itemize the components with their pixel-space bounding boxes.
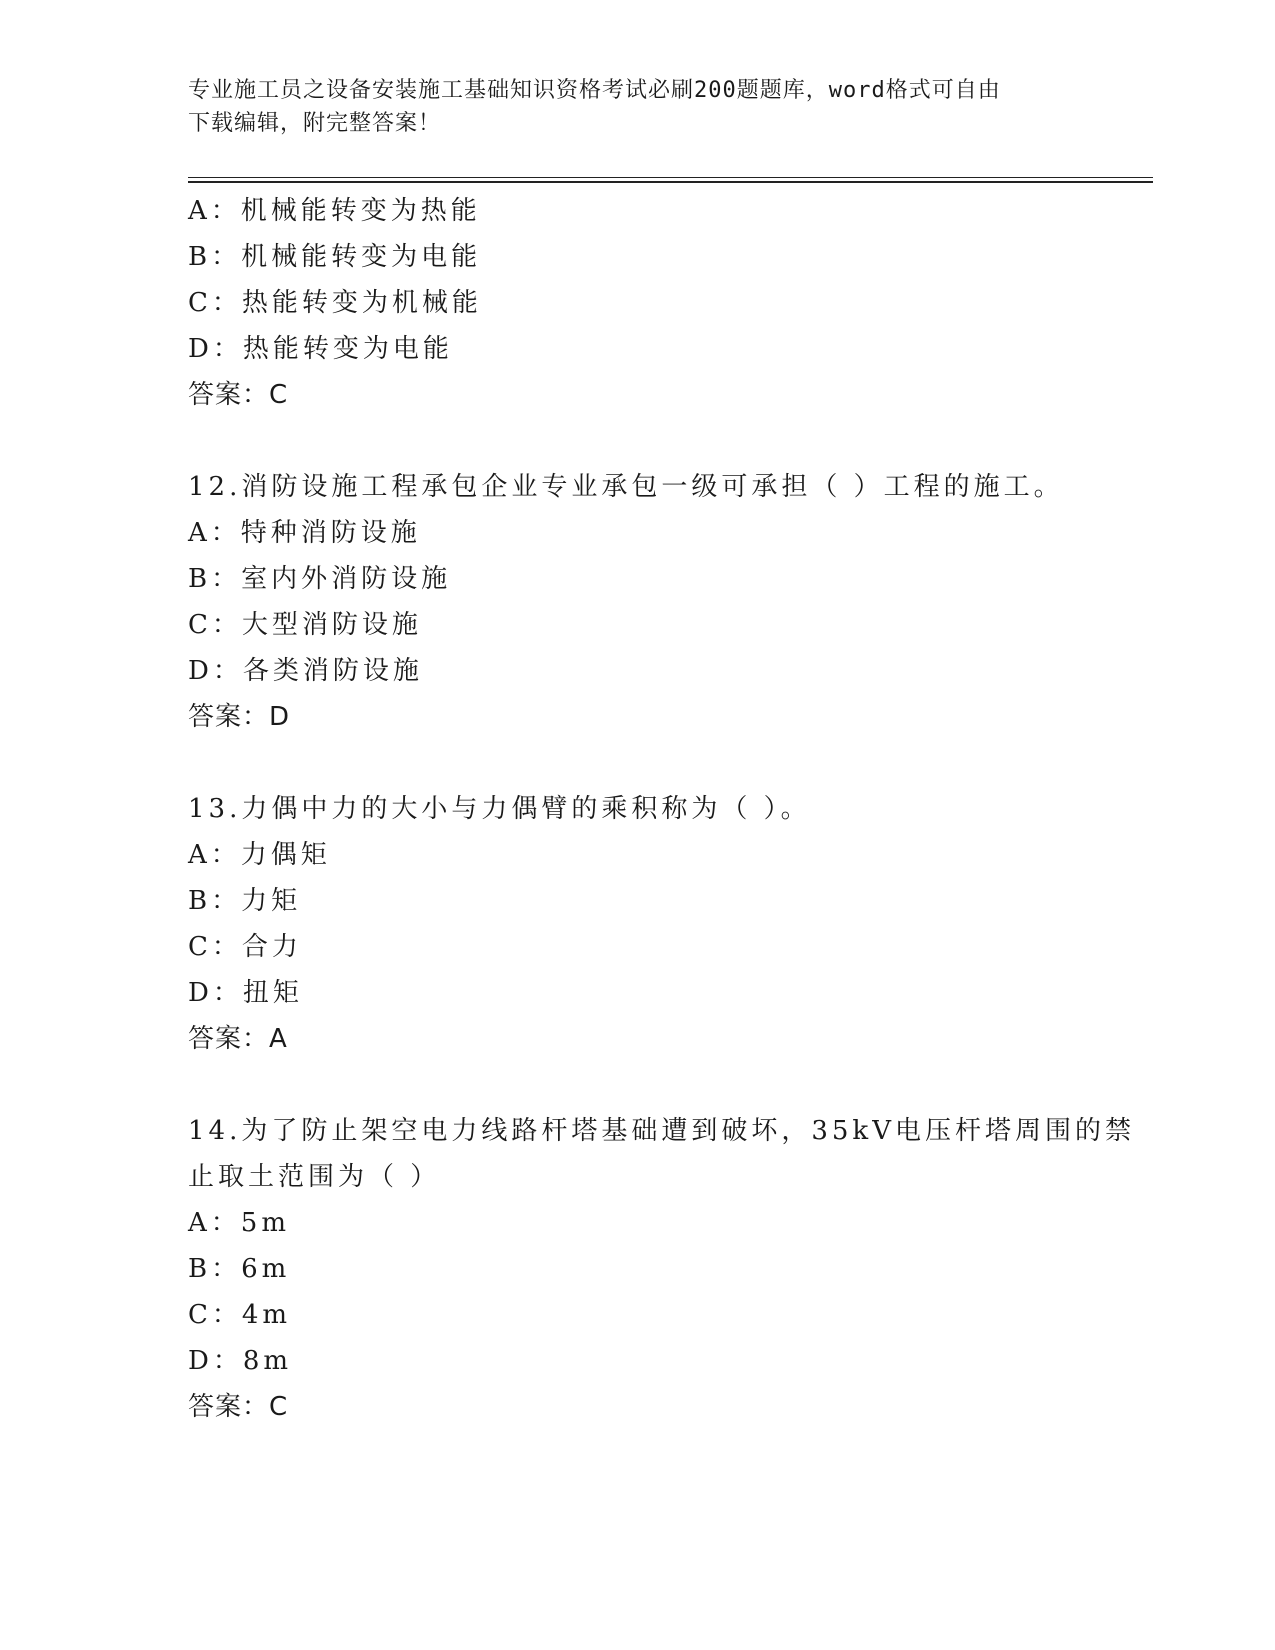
option-c: C：4m (188, 1300, 292, 1330)
option-d: D：扭矩 (188, 978, 303, 1008)
option-c: C：大型消防设施 (188, 610, 422, 640)
option-b: B：6m (188, 1254, 291, 1284)
option-c: C：热能转变为机械能 (188, 288, 482, 318)
header-line-2: 下载编辑，附完整答案！ (188, 111, 442, 136)
question-text-line-1: 14.为了防止架空电力线路杆塔基础遭到破坏，35kV电压杆塔周围的禁 (188, 1116, 1135, 1146)
option-d: D：8m (188, 1346, 293, 1376)
option-c: C：合力 (188, 932, 302, 962)
question-block-12 (188, 464, 1153, 740)
option-a: A：特种消防设施 (188, 518, 421, 548)
question-text: 12.消防设施工程承包企业专业承包一级可承担（ ）工程的施工。 (188, 472, 1064, 502)
question-block-prev (188, 188, 1153, 418)
header-line-1: 专业施工员之设备安装施工基础知识资格考试必刷200题题库，word格式可自由 (188, 78, 1001, 103)
spacer (188, 1062, 1153, 1108)
question-text: 13.力偶中力的大小与力偶臂的乘积称为（ ）。 (188, 794, 811, 824)
option-a: A：机械能转变为热能 (188, 196, 481, 226)
option-b: B：力矩 (188, 886, 302, 916)
option-d: D：热能转变为电能 (188, 334, 453, 364)
spacer (188, 740, 1153, 786)
header-divider-top (188, 177, 1153, 178)
answer-line: 答案：C (188, 380, 289, 410)
option-d: D：各类消防设施 (188, 656, 423, 686)
option-b: B：机械能转变为电能 (188, 242, 482, 272)
answer-line: 答案：D (188, 702, 291, 732)
answer-line: 答案：A (188, 1024, 288, 1054)
question-text-line-2: 止取土范围为（ ） (188, 1162, 441, 1192)
question-list (188, 188, 1153, 1430)
question-block-14 (188, 1108, 1153, 1430)
option-a: A：力偶矩 (188, 840, 331, 870)
question-block-13 (188, 786, 1153, 1062)
answer-line: 答案：C (188, 1392, 289, 1422)
document-header (188, 74, 1088, 140)
option-a: A：5m (188, 1208, 290, 1238)
spacer (188, 418, 1153, 464)
option-b: B：室内外消防设施 (188, 564, 452, 594)
header-divider-bottom (188, 181, 1153, 183)
